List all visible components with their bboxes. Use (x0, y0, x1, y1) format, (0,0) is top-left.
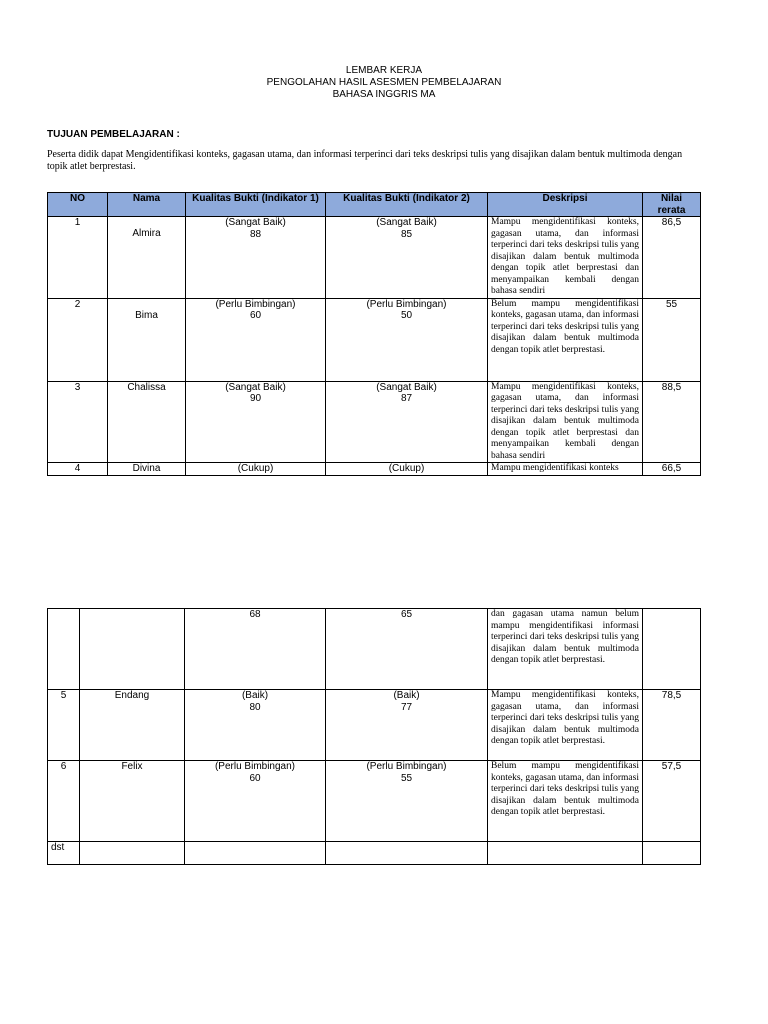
cell-indikator-1 (186, 381, 326, 463)
cell-deskripsi: Mampu mengidentifikasi konteks, gagasan utama, dan informasi terperinci dari teks deskripsi tulis yang disajikan dalam bentuk multimoda dengan topik atlet berprestasi. (488, 690, 643, 761)
cell-deskripsi: Mampu mengidentifikasi konteks, gagasan utama, dan informasi terperinci dari teks deskripsi tulis yang disajikan dalam bentuk multimoda dengan topik atlet berprestasi dan menyampaikan kembali dengan bahasa sendiri (488, 381, 643, 463)
header-line-3: BAHASA INGGRIS MA (332, 89, 436, 100)
cell-nilai: 78,5 (643, 690, 701, 761)
ind2-label: (Perlu Bimbingan) (366, 761, 447, 772)
cell-indikator-1-empty (185, 842, 326, 865)
cell-indikator-2 (326, 298, 488, 381)
ind2-value: 85 (400, 228, 413, 240)
ind1-label: (Sangat Baik) (225, 217, 286, 228)
cell-nilai: 66,5 (643, 463, 701, 476)
ind1-value: 60 (249, 772, 261, 784)
cell-nama-empty (80, 842, 185, 865)
ind2-label: (Sangat Baik) (376, 217, 437, 228)
cell-deskripsi-empty (488, 842, 643, 865)
ind2-value: 55 (400, 772, 413, 784)
ind1-label: (Baik) (241, 690, 269, 701)
cell-nama-empty (80, 609, 185, 690)
cell-nama: Bima (108, 298, 186, 381)
ind2-label: (Perlu Bimbingan) (366, 298, 447, 310)
cell-indikator-1 (185, 690, 326, 761)
cell-indikator-1-label: (Cukup) (186, 463, 326, 476)
cell-no: 4 (48, 463, 108, 476)
cell-nama: Almira (108, 217, 186, 299)
cell-indikator-1 (186, 298, 326, 381)
cell-indikator-1 (186, 217, 326, 299)
cell-indikator-1-value: 68 (185, 609, 326, 690)
ind2-value: 50 (400, 310, 413, 321)
assessment-table-page-1 (47, 192, 701, 476)
cell-nama: Divina (108, 463, 186, 476)
cell-indikator-2-label: (Cukup) (326, 463, 488, 476)
cell-no: 5 (48, 690, 80, 761)
cell-nama: Endang (80, 690, 185, 761)
table-row (48, 609, 701, 690)
cell-indikator-2 (326, 217, 488, 299)
cell-no: dst (48, 842, 80, 865)
header-indikator-2: Kualitas Bukti (Indikator 2) (326, 193, 488, 217)
table-row (48, 690, 701, 761)
assessment-table-page-2 (47, 608, 701, 865)
cell-nama: Felix (80, 761, 185, 842)
header-indikator-1: Kualitas Bukti (Indikator 1) (186, 193, 326, 217)
cell-deskripsi: Belum mampu mengidentifikasi konteks, gagasan utama, dan informasi terperinci dari teks deskripsi tulis yang disajikan dalam bentuk multimoda dengan topik atlet berprestasi. (488, 761, 643, 842)
header-nama: Nama (108, 193, 186, 217)
ind1-value: 88 (249, 228, 262, 240)
cell-nilai: 55 (643, 298, 701, 381)
ind1-label: (Sangat Baik) (225, 381, 286, 393)
header-nilai-rerata: Nilai rerata (643, 193, 701, 217)
ind1-value: 60 (249, 310, 262, 321)
header-line-2: PENGOLAHAN HASIL ASESMEN PEMBELAJARAN (266, 77, 502, 88)
cell-deskripsi-part-1: Mampu mengidentifikasi konteks (488, 463, 643, 476)
ind1-label: (Perlu Bimbingan) (215, 298, 296, 310)
cell-indikator-2 (326, 761, 488, 842)
cell-nilai: 88,5 (643, 381, 701, 463)
cell-indikator-2-empty (326, 842, 488, 865)
cell-no: 1 (48, 217, 108, 299)
cell-deskripsi: Mampu mengidentifikasi konteks, gagasan utama, dan informasi terperinci dari teks deskripsi tulis yang disajikan dalam bentuk multimoda dengan topik atlet berprestasi dan menyampaikan kembali dengan bahasa sendiri (488, 217, 643, 299)
ind1-value: 80 (249, 701, 261, 713)
table-header-row (48, 193, 701, 217)
cell-indikator-1 (185, 761, 326, 842)
ind1-label: (Perlu Bimbingan) (214, 761, 296, 772)
cell-indikator-2 (326, 381, 488, 463)
cell-deskripsi-part-2: dan gagasan utama namun belum mampu mengidentifikasi informasi terperinci dari teks deskripsi tulis yang disajikan dalam bentuk multimoda dengan topik atlet berprestasi. (488, 609, 643, 690)
cell-deskripsi: Belum mampu mengidentifikasi konteks, gagasan utama, dan informasi terperinci dari teks deskripsi tulis yang disajikan dalam bentuk multimoda dengan topik atlet berprestasi. (488, 298, 643, 381)
header-deskripsi: Deskripsi (488, 193, 643, 217)
cell-no: 3 (48, 381, 108, 463)
objective-text: Peserta didik dapat Mengidentifikasi konteks, gagasan utama, dan informasi terperinci dari teks deskripsi tulis yang disajikan dalam bentuk multimoda dengan topik atlet berprestasi. (47, 149, 683, 172)
cell-no: 6 (48, 761, 80, 842)
header-no: NO (48, 193, 108, 217)
ind2-value: 77 (400, 701, 413, 713)
table-row (48, 217, 701, 299)
cell-nilai: 57,5 (643, 761, 701, 842)
cell-indikator-2-value: 65 (326, 609, 488, 690)
objective-title: TUJUAN PEMBELAJARAN : (47, 129, 180, 140)
document-header (0, 65, 768, 101)
table-row (48, 298, 701, 381)
cell-indikator-2 (326, 690, 488, 761)
ind1-value: 90 (249, 393, 262, 404)
cell-nama: Chalissa (108, 381, 186, 463)
table-row (48, 381, 701, 463)
cell-no: 2 (48, 298, 108, 381)
cell-nilai-empty (643, 609, 701, 690)
table-row (48, 761, 701, 842)
cell-no-empty (48, 609, 80, 690)
ind2-value: 87 (400, 393, 413, 404)
cell-nilai-empty (643, 842, 701, 865)
table-row (48, 463, 701, 476)
cell-nilai: 86,5 (643, 217, 701, 299)
header-line-1: LEMBAR KERJA (345, 65, 423, 76)
table-row (48, 842, 701, 865)
ind2-label: (Baik) (393, 690, 420, 701)
ind2-label: (Sangat Baik) (376, 381, 437, 393)
